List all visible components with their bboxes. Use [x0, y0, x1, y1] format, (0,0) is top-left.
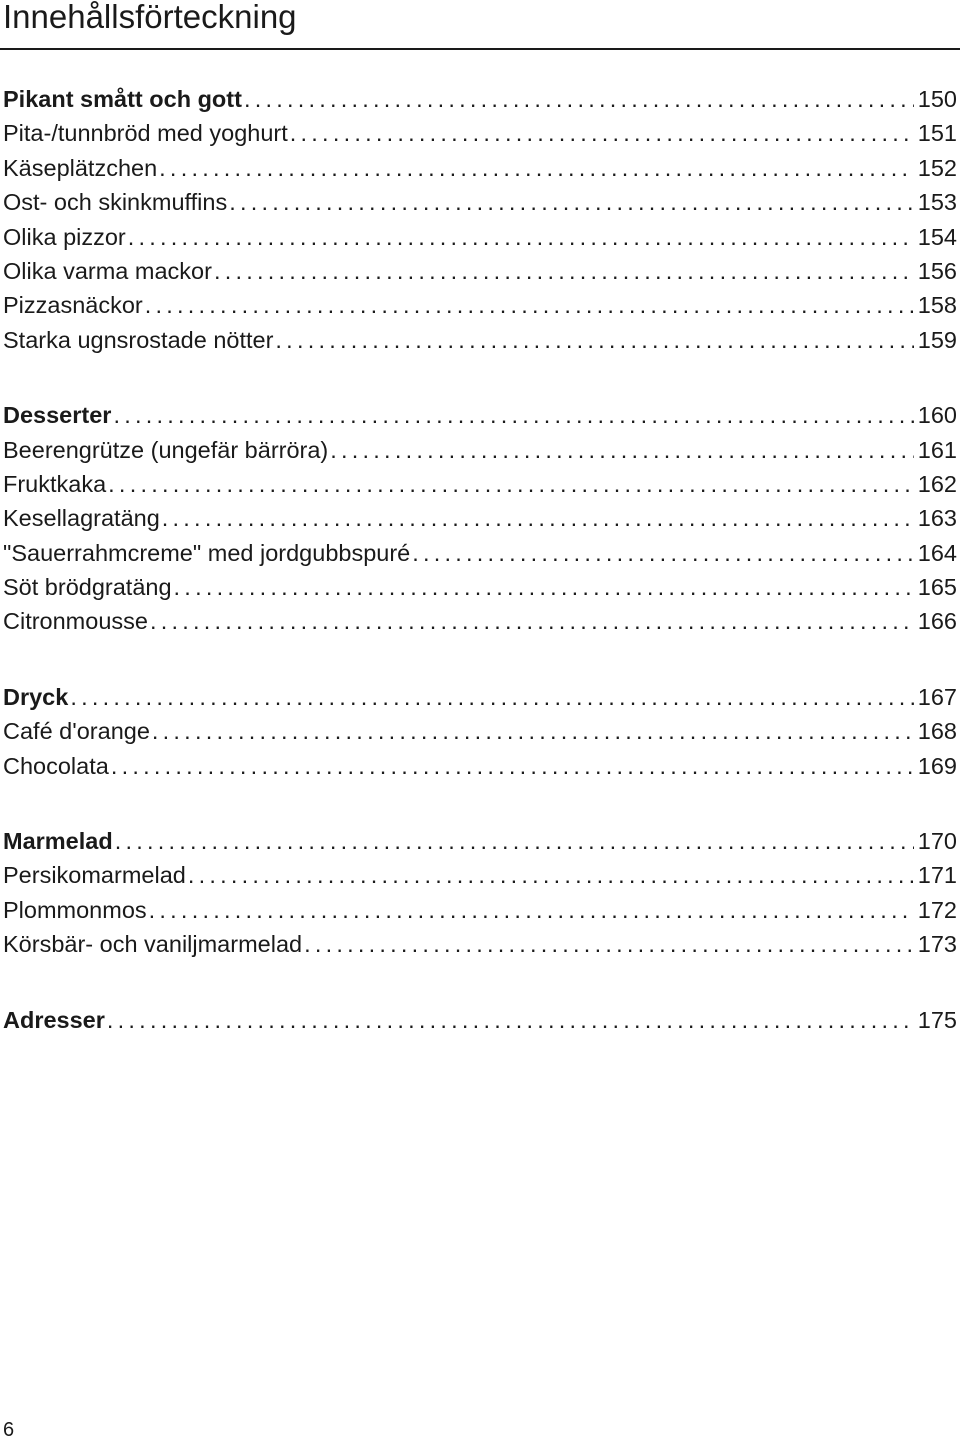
toc-page-number: 172 [917, 896, 957, 923]
toc-entry-label: Fruktkaka [3, 470, 107, 497]
toc-entry[interactable] [3, 749, 957, 783]
dot-leader [214, 254, 914, 288]
toc-page-number: 167 [917, 683, 957, 710]
toc-page-number: 153 [917, 189, 957, 216]
toc-heading[interactable] [3, 398, 957, 432]
toc-entry[interactable] [3, 288, 957, 322]
toc-entry[interactable] [3, 714, 957, 748]
toc-entry-label: "Sauerrahmcreme" med jordgubbspuré [3, 539, 411, 566]
toc-page-number: 159 [917, 326, 957, 353]
toc-entry[interactable] [3, 116, 957, 150]
toc-page-number: 166 [917, 608, 957, 635]
toc-page-number: 171 [917, 862, 957, 889]
toc-entry[interactable] [3, 254, 957, 288]
toc-section [3, 398, 957, 639]
toc-page-number: 163 [917, 505, 957, 532]
toc-heading-label: Dryck [3, 683, 69, 710]
toc-page-number: 173 [917, 931, 957, 958]
footer-page-number: 6 [3, 1419, 15, 1441]
toc-page-number: 161 [917, 436, 957, 463]
toc-entry[interactable] [3, 604, 957, 638]
title-divider [0, 48, 960, 50]
toc-entry[interactable] [3, 858, 957, 892]
toc-entry-label: Olika pizzor [3, 223, 126, 250]
dot-leader [412, 536, 914, 570]
toc-page-number: 165 [917, 574, 957, 601]
toc-entry-label: Starka ugnsrostade nötter [3, 326, 274, 353]
toc-page-number: 156 [917, 257, 957, 284]
toc-section [3, 82, 957, 357]
toc-page-number: 152 [917, 154, 957, 181]
dot-leader [304, 927, 914, 961]
toc-entry-label: Chocolata [3, 752, 109, 779]
toc-entry-label: Pita-/tunnbröd med yoghurt [3, 120, 288, 147]
toc-section [3, 824, 957, 962]
toc-entry-label: Persikomarmelad [3, 862, 186, 889]
toc-entry[interactable] [3, 220, 957, 254]
toc-section [3, 1003, 957, 1037]
toc-entry-label: Kesellagratäng [3, 505, 160, 532]
toc-page-number: 151 [917, 120, 957, 147]
toc-page-number: 164 [917, 539, 957, 566]
dot-leader [174, 570, 914, 604]
dot-leader [150, 604, 914, 638]
toc-page-number: 170 [917, 828, 957, 855]
toc-entry[interactable] [3, 433, 957, 467]
toc-entry[interactable] [3, 467, 957, 501]
toc-entry-label: Plommonmos [3, 896, 147, 923]
toc-heading-label: Pikant smått och gott [3, 86, 242, 112]
dot-leader [162, 501, 914, 535]
toc-section [3, 680, 957, 783]
toc-entry[interactable] [3, 185, 957, 219]
toc-entry-label: Beerengrütze (ungefär bärröra) [3, 436, 329, 463]
dot-leader [330, 433, 914, 467]
toc-heading-label: Adresser [3, 1006, 105, 1033]
toc-entry[interactable] [3, 536, 957, 570]
table-of-contents [3, 82, 957, 1078]
dot-leader [113, 398, 913, 432]
toc-entry-label: Citronmousse [3, 608, 148, 635]
toc-heading[interactable] [3, 680, 957, 714]
toc-entry-label: Söt brödgratäng [3, 574, 172, 601]
toc-page-number: 150 [917, 86, 957, 112]
toc-entry[interactable] [3, 323, 957, 357]
dot-leader [128, 220, 914, 254]
toc-entry-label: Pizzasnäckor [3, 292, 143, 319]
toc-page-number: 169 [917, 752, 957, 779]
toc-heading-label: Marmelad [3, 828, 113, 855]
toc-heading[interactable] [3, 82, 957, 116]
dot-leader [107, 1003, 914, 1037]
dot-leader [159, 151, 914, 185]
toc-entry-label: Käseplätzchen [3, 154, 158, 181]
toc-page-number: 154 [917, 223, 957, 250]
page-title: Innehållsförteckning [3, 0, 297, 35]
dot-leader [149, 893, 914, 927]
toc-entry-label: Körsbär- och vaniljmarmelad [3, 931, 303, 958]
toc-heading-label: Desserter [3, 402, 112, 429]
toc-page-number: 160 [917, 402, 957, 429]
dot-leader [115, 824, 914, 858]
toc-entry[interactable] [3, 151, 957, 185]
toc-entry[interactable] [3, 570, 957, 604]
dot-leader [188, 858, 914, 892]
toc-page-number: 168 [917, 718, 957, 745]
toc-page-number: 175 [917, 1006, 957, 1033]
toc-page-number: 158 [917, 292, 957, 319]
toc-entry[interactable] [3, 927, 957, 961]
toc-entry[interactable] [3, 893, 957, 927]
toc-entry-label: Olika varma mackor [3, 257, 212, 284]
toc-entry-label: Ost- och skinkmuffins [3, 189, 228, 216]
toc-entry-label: Café d'orange [3, 718, 150, 745]
dot-leader [145, 288, 914, 322]
dot-leader [244, 82, 914, 116]
toc-heading[interactable] [3, 824, 957, 858]
toc-page-number: 162 [917, 470, 957, 497]
toc-entry[interactable] [3, 501, 957, 535]
dot-leader [152, 714, 914, 748]
dot-leader [70, 680, 913, 714]
dot-leader [275, 323, 913, 357]
dot-leader [111, 749, 914, 783]
dot-leader [229, 185, 914, 219]
dot-leader [290, 116, 914, 150]
toc-heading[interactable] [3, 1003, 957, 1037]
dot-leader [108, 467, 914, 501]
